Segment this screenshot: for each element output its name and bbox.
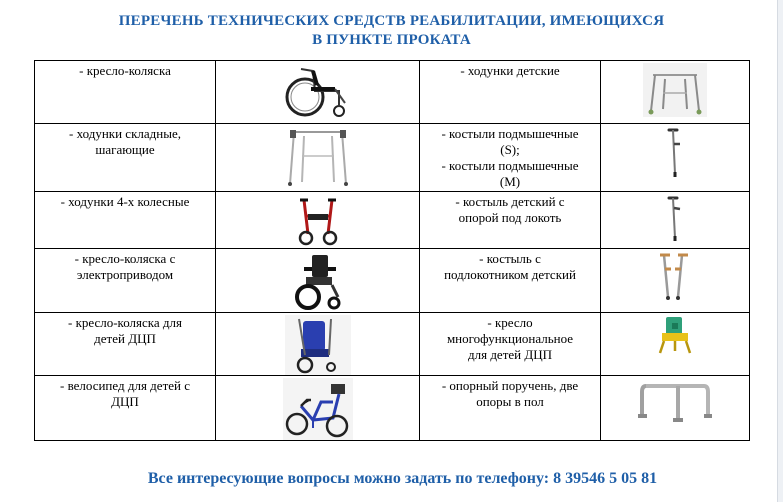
item-image xyxy=(601,376,750,441)
child-wheelchair-icon xyxy=(285,315,351,375)
item-image xyxy=(216,313,420,376)
page-edge xyxy=(777,0,783,502)
item-image xyxy=(601,124,750,192)
item-image xyxy=(216,192,420,249)
table-row xyxy=(35,61,750,124)
title-line-2: В ПУНКТЕ ПРОКАТА xyxy=(312,32,471,48)
rollator-icon xyxy=(294,194,342,246)
folding-walker-icon xyxy=(284,126,352,188)
title-line-1: ПЕРЕЧЕНЬ ТЕХНИЧЕСКИХ СРЕДСТВ РЕАБИЛИТАЦИИ, ИМЕЮЩИХСЯ xyxy=(118,13,665,29)
item-description: - ходунки складные, шагающие xyxy=(35,124,216,192)
crutch-icon xyxy=(665,126,685,178)
item-description: - кресло многофункциональное для детей ДЦП xyxy=(420,313,601,376)
child-walker-icon xyxy=(643,63,707,117)
item-image xyxy=(601,249,750,313)
table-row xyxy=(35,192,750,249)
item-description: - кресло-коляска для детей ДЦП xyxy=(35,313,216,376)
table-row xyxy=(35,124,750,192)
item-description: - костыль с подлокотником детский xyxy=(420,249,601,313)
item-description: - велосипед для детей с ДЦП xyxy=(35,376,216,441)
table-row xyxy=(35,313,750,376)
item-image xyxy=(601,192,750,249)
item-description: - костыль детский с опорой под локоть xyxy=(420,192,601,249)
item-description: - ходунки 4-х колесные xyxy=(35,192,216,249)
table-row xyxy=(35,376,750,441)
elbow-crutch-icon xyxy=(665,194,685,242)
table-row xyxy=(35,249,750,313)
item-image xyxy=(601,313,750,376)
wheelchair-icon xyxy=(283,63,353,119)
item-image xyxy=(216,61,420,124)
item-description: - костыли подмышечные (S); - костыли подмышечные (М) xyxy=(420,124,601,192)
page-title xyxy=(0,12,783,50)
item-image xyxy=(216,376,420,441)
item-image xyxy=(216,249,420,313)
item-image xyxy=(216,124,420,192)
multifunctional-chair-icon xyxy=(658,315,692,355)
item-description: - кресло-коляска xyxy=(35,61,216,124)
electric-wheelchair-icon xyxy=(292,251,344,311)
support-rail-icon xyxy=(638,378,712,426)
tricycle-icon xyxy=(283,378,353,440)
item-image xyxy=(601,61,750,124)
item-description: - кресло-коляска с электроприводом xyxy=(35,249,216,313)
forearm-crutches-icon xyxy=(658,251,692,301)
equipment-table xyxy=(34,60,750,441)
item-description: - опорный поручень, две опоры в пол xyxy=(420,376,601,441)
contact-footer: Все интересующие вопросы можно задать по телефону: 8 39546 5 05 81 xyxy=(147,470,658,487)
item-description: - ходунки детские xyxy=(420,61,601,124)
